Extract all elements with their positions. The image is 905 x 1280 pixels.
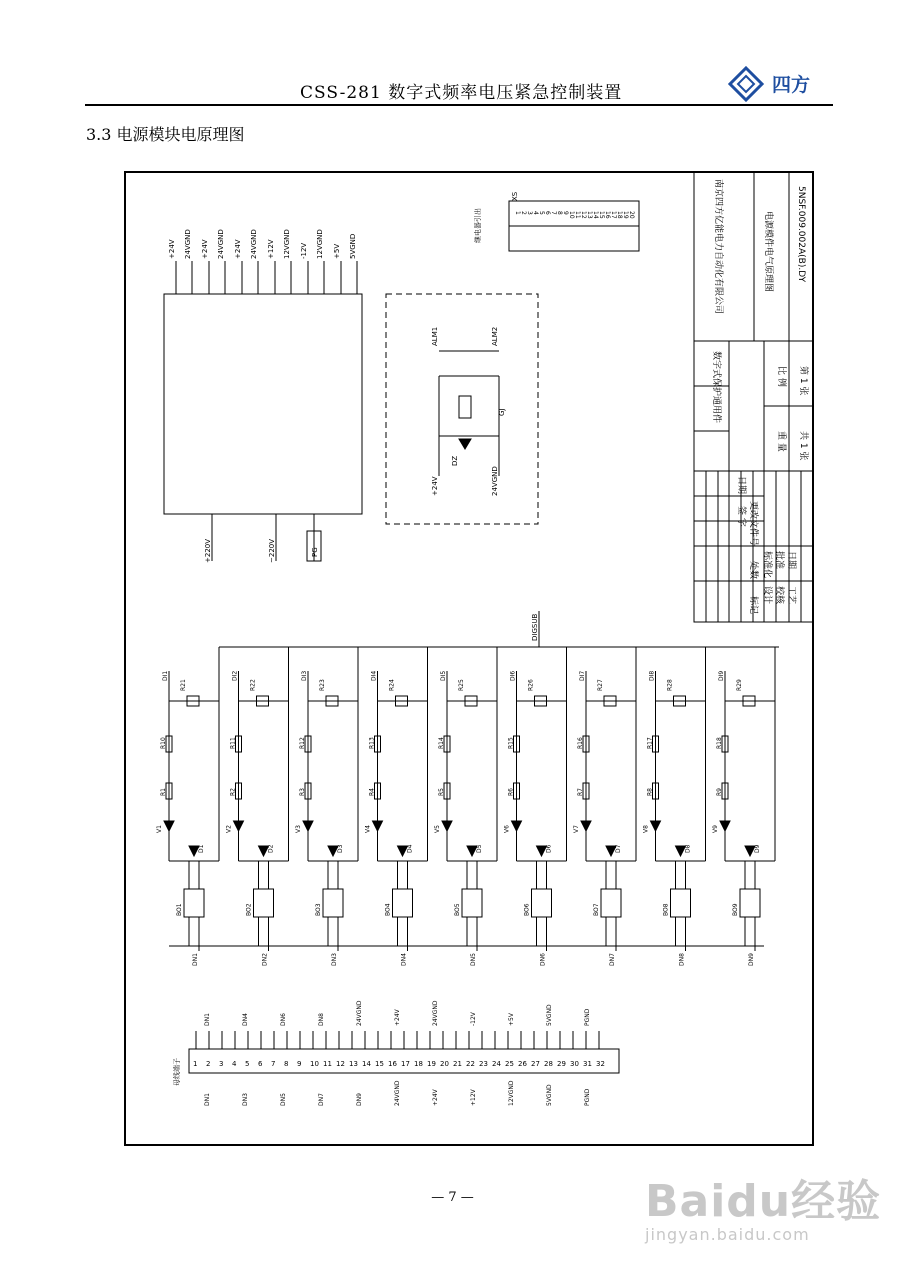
channel-dn-label: DN8 bbox=[678, 953, 686, 966]
channel-rv-label: R21 bbox=[180, 679, 187, 691]
channel-bo-label: BO7 bbox=[593, 903, 600, 916]
channel-bo-label: BO4 bbox=[384, 903, 392, 916]
relay-label-2: DZ bbox=[451, 455, 459, 466]
channel-d-label: D4 bbox=[406, 844, 414, 853]
bottom-pin-number: 6 bbox=[258, 1060, 263, 1068]
channel-bo-label: BO2 bbox=[245, 903, 253, 916]
bottom-top-label: DN8 bbox=[318, 1013, 325, 1026]
channel-bo-label: BO9 bbox=[732, 903, 739, 916]
channel-r1-label: R16 bbox=[577, 737, 584, 749]
channel-r1-label: R13 bbox=[368, 737, 376, 749]
tb-sheet-no: 第 1 张 bbox=[798, 366, 808, 396]
relay-circuit bbox=[439, 351, 499, 476]
channel-d-label: D1 bbox=[198, 844, 205, 853]
header-rule bbox=[85, 104, 833, 106]
bottom-pin-number: 17 bbox=[401, 1060, 410, 1068]
bottom-pin-number: 11 bbox=[323, 1060, 332, 1068]
bottom-pin-group bbox=[193, 1000, 605, 1106]
power-input-leads bbox=[212, 514, 321, 561]
channel-dn-label: DN6 bbox=[539, 953, 547, 966]
channel-dn-label: DN9 bbox=[748, 953, 755, 966]
tb-generic-part: 数字式保护通用件 bbox=[711, 351, 721, 424]
channel-d-label: D9 bbox=[754, 844, 761, 853]
channel-r1-label: R17 bbox=[646, 737, 654, 749]
out-1-return: 24VGND bbox=[217, 229, 225, 259]
channel-r2-label: R4 bbox=[368, 788, 376, 796]
out-2-return: 24VGND bbox=[250, 229, 258, 259]
in-0: +220V bbox=[204, 538, 212, 563]
bottom-pin-number: 29 bbox=[557, 1060, 566, 1068]
xs-pin-number: 14 bbox=[592, 211, 599, 219]
out-4-name: -12V bbox=[300, 242, 308, 259]
channel-5 bbox=[434, 647, 497, 966]
channel-led-label: V7 bbox=[573, 825, 580, 833]
channel-di-label: DI6 bbox=[509, 670, 517, 681]
channel-rv-label: R27 bbox=[597, 679, 604, 691]
channel-r1-label: R12 bbox=[299, 737, 306, 749]
channel-rv-label: R29 bbox=[736, 679, 743, 691]
bus-label: DIGSUB bbox=[531, 613, 539, 641]
xs-pin-number: 7 bbox=[550, 211, 557, 215]
bottom-top-label: PGND bbox=[584, 1008, 591, 1026]
bottom-bottom-label: DN1 bbox=[204, 1093, 211, 1106]
out-0-name: +24V bbox=[168, 239, 176, 259]
out-5-return: 5VGND bbox=[349, 233, 357, 259]
relay-label-0: ALM1 bbox=[431, 326, 439, 346]
bottom-pin-number: 30 bbox=[570, 1060, 579, 1068]
bottom-pin-number: 25 bbox=[505, 1060, 514, 1068]
bottom-pin-number: 13 bbox=[349, 1060, 358, 1068]
tb-rev-0: 标记 bbox=[748, 596, 758, 615]
tb-sheet-total: 共 1 张 bbox=[798, 431, 808, 461]
channel-led-label: V8 bbox=[642, 825, 650, 833]
channel-led-label: V4 bbox=[364, 825, 372, 833]
bottom-pin-number: 24 bbox=[492, 1060, 501, 1068]
relay-label-4: 24VGND bbox=[491, 466, 499, 496]
channel-2 bbox=[226, 647, 289, 966]
baidu-watermark bbox=[645, 1165, 881, 1244]
bottom-bottom-label: DN5 bbox=[280, 1093, 287, 1106]
channel-d-label: D8 bbox=[684, 844, 692, 853]
bottom-pin-number: 10 bbox=[310, 1060, 319, 1068]
bottom-bottom-label: +12V bbox=[470, 1089, 477, 1106]
out-4-return: 12VGND bbox=[316, 229, 324, 259]
in-2: PG bbox=[311, 547, 319, 557]
bottom-pin-number: 8 bbox=[284, 1060, 289, 1068]
channel-r1-label: R10 bbox=[160, 737, 167, 749]
bottom-pin-number: 20 bbox=[440, 1060, 449, 1068]
channel-3 bbox=[295, 647, 358, 966]
channel-r1-label: R18 bbox=[716, 737, 723, 749]
tb-role-3: 标准化 bbox=[762, 551, 772, 579]
channel-r2-label: R2 bbox=[229, 788, 237, 796]
out-0-return: 24VGND bbox=[184, 229, 192, 259]
channel-dn-label: DN4 bbox=[400, 953, 408, 966]
bottom-connector-label: 母线端子 bbox=[173, 1058, 181, 1086]
xs-pin-number: 11 bbox=[574, 211, 581, 219]
bottom-pin-number: 28 bbox=[544, 1060, 553, 1068]
xs-pin-number: 4 bbox=[532, 211, 539, 215]
channel-dn-label: DN1 bbox=[192, 953, 199, 966]
xs-pin-number: 16 bbox=[604, 211, 611, 219]
bottom-top-label: +24V bbox=[394, 1009, 401, 1026]
tb-role-0: 设计 bbox=[762, 586, 772, 605]
bottom-pin-number: 32 bbox=[596, 1060, 605, 1068]
channel-bo-label: BO6 bbox=[523, 903, 531, 916]
bottom-top-label: DN4 bbox=[242, 1013, 249, 1026]
channel-1 bbox=[156, 647, 219, 966]
xs-pin-group bbox=[514, 211, 635, 219]
xs-pin-number: 6 bbox=[544, 211, 551, 215]
bottom-top-label: 24VGND bbox=[432, 1000, 439, 1026]
bottom-top-label: 5VGND bbox=[546, 1004, 553, 1026]
bottom-pin-number: 9 bbox=[297, 1060, 302, 1068]
channel-di-label: DI3 bbox=[301, 670, 308, 681]
channel-r1-label: R11 bbox=[229, 737, 237, 749]
xs-pin-number: 1 bbox=[514, 211, 521, 215]
channel-di-label: DI1 bbox=[162, 670, 169, 681]
watermark-brand: Baidu经验 bbox=[645, 1176, 882, 1227]
channel-rv-label: R28 bbox=[666, 679, 674, 691]
drawing-border bbox=[125, 172, 813, 1145]
channel-bo-label: BO3 bbox=[315, 903, 322, 916]
tb-rev-1: 处数 bbox=[748, 561, 758, 580]
out-1-name: +24V bbox=[201, 239, 209, 259]
section-heading: 3.3 电源模块电原理图 bbox=[86, 125, 245, 144]
bottom-pin-number: 1 bbox=[193, 1060, 198, 1068]
xs-pin-number: 13 bbox=[586, 211, 593, 219]
channel-r2-label: R3 bbox=[299, 788, 306, 796]
in-1: ~220V bbox=[268, 538, 276, 563]
tb-role-5: 日期 bbox=[786, 551, 796, 570]
tb-role-2: 工艺 bbox=[786, 586, 796, 605]
bottom-bottom-label: 12VGND bbox=[508, 1080, 515, 1106]
channel-rv-label: R23 bbox=[319, 679, 326, 691]
channel-d-label: D3 bbox=[337, 844, 344, 853]
bottom-top-label: DN6 bbox=[280, 1013, 287, 1026]
channel-led-label: V6 bbox=[503, 825, 511, 833]
channel-4 bbox=[365, 647, 428, 966]
channel-di-label: DI7 bbox=[579, 670, 586, 681]
tb-drawing-no: 5NSF.009.002A(B).DY bbox=[796, 186, 806, 283]
bottom-top-label: 24VGND bbox=[356, 1000, 363, 1026]
relay-label-5: GJ bbox=[498, 408, 506, 416]
xs-pin-number: 10 bbox=[568, 211, 575, 219]
channel-r2-label: R6 bbox=[507, 788, 515, 796]
xs-label: XS bbox=[511, 191, 519, 201]
channel-di-label: DI9 bbox=[718, 670, 725, 681]
xs-pin-number: 18 bbox=[616, 211, 623, 219]
relay-box bbox=[386, 294, 538, 524]
channel-rv-label: R24 bbox=[388, 679, 396, 691]
watermark-url: jingyan.baidu.com bbox=[645, 1225, 810, 1244]
channel-r2-label: R7 bbox=[577, 788, 584, 796]
bottom-pin-number: 14 bbox=[362, 1060, 371, 1068]
xs-pin-number: 19 bbox=[622, 211, 629, 219]
channel-d-label: D7 bbox=[615, 844, 622, 853]
channel-dn-label: DN3 bbox=[331, 953, 338, 966]
tb-drawing-title: 电源模件电气原理图 bbox=[763, 211, 773, 293]
channel-led-label: V5 bbox=[434, 825, 441, 833]
channel-rv-label: R26 bbox=[527, 679, 535, 691]
tb-company: 南京四方亿能电力自动化有限公司 bbox=[713, 179, 723, 315]
tb-weight: 重 量 bbox=[776, 431, 786, 452]
channel-bo-label: BO5 bbox=[454, 903, 461, 916]
xs-pin-number: 15 bbox=[598, 211, 605, 219]
page-header-title: CSS-281 数字式频率电压紧急控制装置 bbox=[300, 83, 623, 103]
channel-di-label: DI2 bbox=[231, 670, 239, 681]
tb-rev-3: 签 字 bbox=[736, 506, 746, 527]
channel-d-label: D5 bbox=[476, 844, 483, 853]
bottom-pin-number: 27 bbox=[531, 1060, 540, 1068]
out-3-return: 12VGND bbox=[283, 229, 291, 259]
channel-di-label: DI8 bbox=[648, 670, 656, 681]
xs-pin-number: 17 bbox=[610, 211, 617, 219]
bottom-bottom-label: +24V bbox=[432, 1089, 439, 1106]
channel-dn-label: DN7 bbox=[609, 953, 616, 966]
out-3-name: +12V bbox=[267, 239, 275, 259]
channel-dn-label: DN2 bbox=[261, 953, 269, 966]
tb-rev-4: 日期 bbox=[736, 476, 746, 495]
channel-rv-label: R22 bbox=[249, 679, 257, 691]
bottom-bottom-label: DN7 bbox=[318, 1093, 325, 1106]
bottom-pin-number: 15 bbox=[375, 1060, 384, 1068]
xs-pin-number: 2 bbox=[520, 211, 527, 215]
channel-r1-label: R15 bbox=[507, 737, 515, 749]
relay-label-3: +24V bbox=[431, 476, 439, 496]
xs-pin-number: 3 bbox=[526, 211, 533, 215]
bottom-pin-number: 31 bbox=[583, 1060, 592, 1068]
channel-7 bbox=[573, 647, 636, 966]
channel-group bbox=[156, 647, 775, 966]
bottom-pin-number: 12 bbox=[336, 1060, 345, 1068]
bottom-pin-number: 16 bbox=[388, 1060, 397, 1068]
bottom-pin-number: 2 bbox=[206, 1060, 211, 1068]
channel-r2-label: R8 bbox=[646, 788, 654, 796]
bottom-pin-number: 21 bbox=[453, 1060, 462, 1068]
channel-led-label: V2 bbox=[225, 825, 233, 833]
channel-d-label: D2 bbox=[267, 844, 275, 853]
bottom-pin-number: 26 bbox=[518, 1060, 527, 1068]
bottom-pin-number: 23 bbox=[479, 1060, 488, 1068]
bottom-pin-number: 5 bbox=[245, 1060, 250, 1068]
tb-role-4: 批准 bbox=[774, 551, 784, 570]
channel-led-label: V1 bbox=[156, 825, 163, 833]
bottom-pin-number: 22 bbox=[466, 1060, 475, 1068]
xs-side-label: 继电器引出 bbox=[474, 208, 482, 243]
channel-r2-label: R5 bbox=[438, 788, 445, 796]
bottom-bottom-label: PGND bbox=[584, 1088, 591, 1106]
out-5-name: +5V bbox=[333, 243, 341, 259]
bottom-pin-number: 18 bbox=[414, 1060, 423, 1068]
channel-dn-label: DN5 bbox=[470, 953, 477, 966]
channel-6 bbox=[504, 647, 567, 966]
bottom-pin-number: 19 bbox=[427, 1060, 436, 1068]
channel-rv-label: R25 bbox=[458, 679, 465, 691]
page-number: — 7 — bbox=[431, 1190, 474, 1205]
xs-pin-number: 12 bbox=[580, 211, 587, 219]
bottom-pin-number: 4 bbox=[232, 1060, 237, 1068]
xs-pin-number: 8 bbox=[556, 211, 563, 215]
channel-r2-label: R1 bbox=[160, 788, 167, 796]
bottom-pin-number: 7 bbox=[271, 1060, 276, 1068]
bottom-bottom-label: DN3 bbox=[242, 1093, 249, 1106]
channel-bo-label: BO8 bbox=[662, 903, 670, 916]
relay-label-1: ALM2 bbox=[491, 326, 499, 346]
logo-text: 四方 bbox=[772, 74, 811, 96]
power-output-leads bbox=[176, 261, 357, 294]
bottom-bottom-label: 24VGND bbox=[394, 1080, 401, 1106]
tb-role-1: 校核 bbox=[774, 586, 784, 605]
bottom-bottom-label: 5VGND bbox=[546, 1084, 553, 1106]
channel-d-label: D6 bbox=[545, 844, 553, 853]
tb-rev-2: 更改文件号 bbox=[748, 501, 758, 547]
channel-led-label: V3 bbox=[295, 825, 302, 833]
bottom-bottom-label: DN9 bbox=[356, 1093, 363, 1106]
channel-di-label: DI5 bbox=[440, 670, 447, 681]
bottom-pin-number: 3 bbox=[219, 1060, 224, 1068]
channel-r1-label: R14 bbox=[438, 737, 445, 749]
channel-8 bbox=[643, 647, 706, 966]
channel-led-label: V9 bbox=[712, 825, 719, 833]
bottom-top-label: -12V bbox=[470, 1012, 477, 1026]
tb-scale: 比 例 bbox=[776, 366, 786, 387]
xs-pin-number: 9 bbox=[562, 211, 569, 215]
schematic-drawing bbox=[124, 171, 814, 1146]
xs-pin-number: 20 bbox=[628, 211, 635, 219]
channel-9 bbox=[712, 647, 775, 966]
channel-r2-label: R9 bbox=[716, 788, 723, 796]
bottom-top-label: DN1 bbox=[204, 1013, 211, 1026]
out-2-name: +24V bbox=[234, 239, 242, 259]
channel-di-label: DI4 bbox=[370, 670, 378, 681]
bottom-top-label: +5V bbox=[508, 1013, 515, 1026]
power-module-box bbox=[164, 294, 362, 514]
channel-bo-label: BO1 bbox=[176, 903, 183, 916]
xs-pin-number: 5 bbox=[538, 211, 545, 215]
